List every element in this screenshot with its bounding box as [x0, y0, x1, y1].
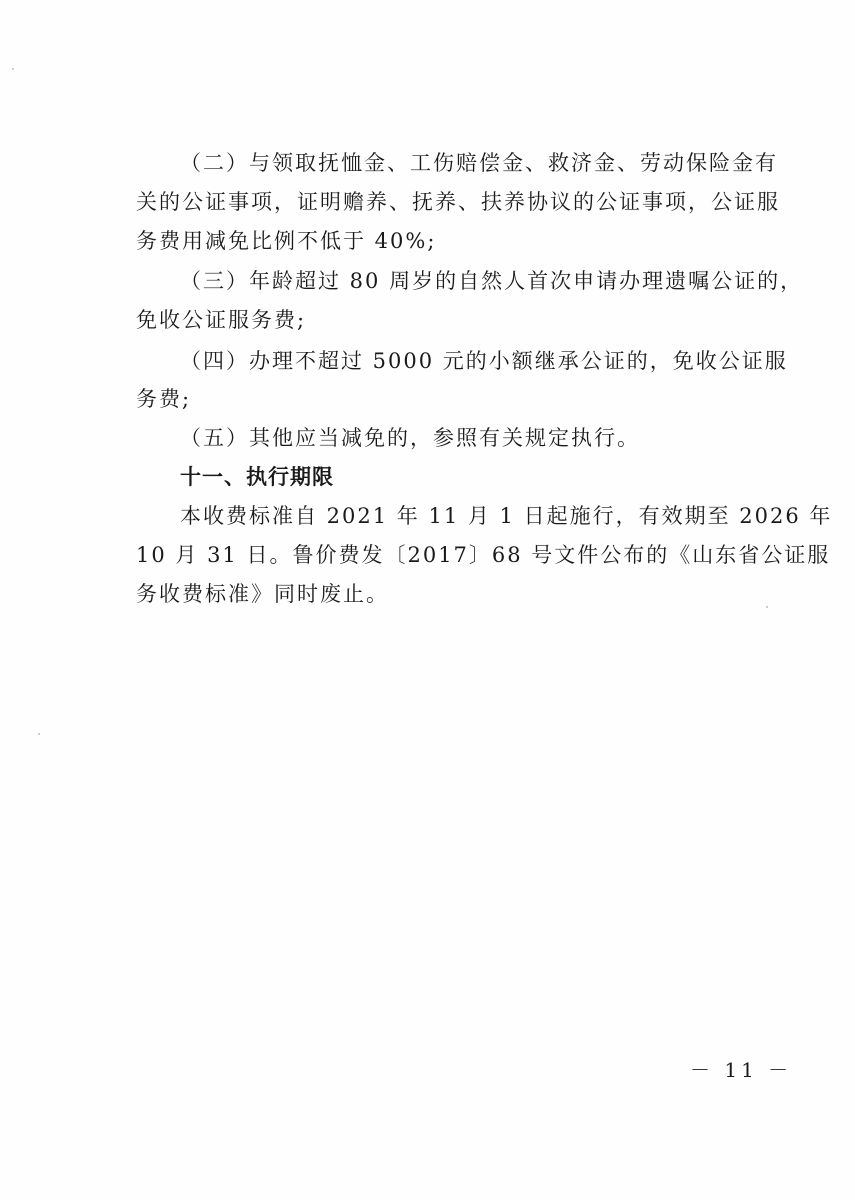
scan-speck [38, 733, 40, 735]
page-number: － 11 － [690, 1058, 793, 1082]
scan-speck [12, 68, 14, 70]
paragraph-3-line-1: （三）年龄超过 80 周岁的自然人首次申请办理遗嘱公证的， [180, 269, 804, 293]
paragraph-6-line-3: 务收费标准》同时废止。 [136, 582, 389, 606]
paragraph-6-line-2: 10 月 31 日。鲁价费发〔2017〕68 号文件公布的《山东省公证服 [136, 543, 831, 567]
paragraph-3-line-2: 免收公证服务费; [136, 308, 307, 332]
scan-speck [766, 606, 768, 608]
paragraph-5-line-1: （五）其他应当减免的，参照有关规定执行。 [180, 426, 640, 450]
paragraph-4-line-1: （四）办理不超过 5000 元的小额继承公证的，免收公证服 [180, 349, 788, 373]
paragraph-2-line-1: （二）与领取抚恤金、工伤赔偿金、救济金、劳动保险金有 [180, 151, 778, 175]
paragraph-2-line-3: 务费用减免比例不低于 40%; [136, 229, 437, 253]
section-heading: 十一、执行期限 [180, 465, 334, 489]
paragraph-4-line-2: 务费; [136, 387, 192, 411]
paragraph-6-line-1: 本收费标准自 2021 年 11 月 1 日起施行，有效期至 2026 年 [180, 504, 833, 528]
paragraph-2-line-2: 关的公证事项，证明赡养、抚养、扶养协议的公证事项，公证服 [136, 190, 780, 214]
